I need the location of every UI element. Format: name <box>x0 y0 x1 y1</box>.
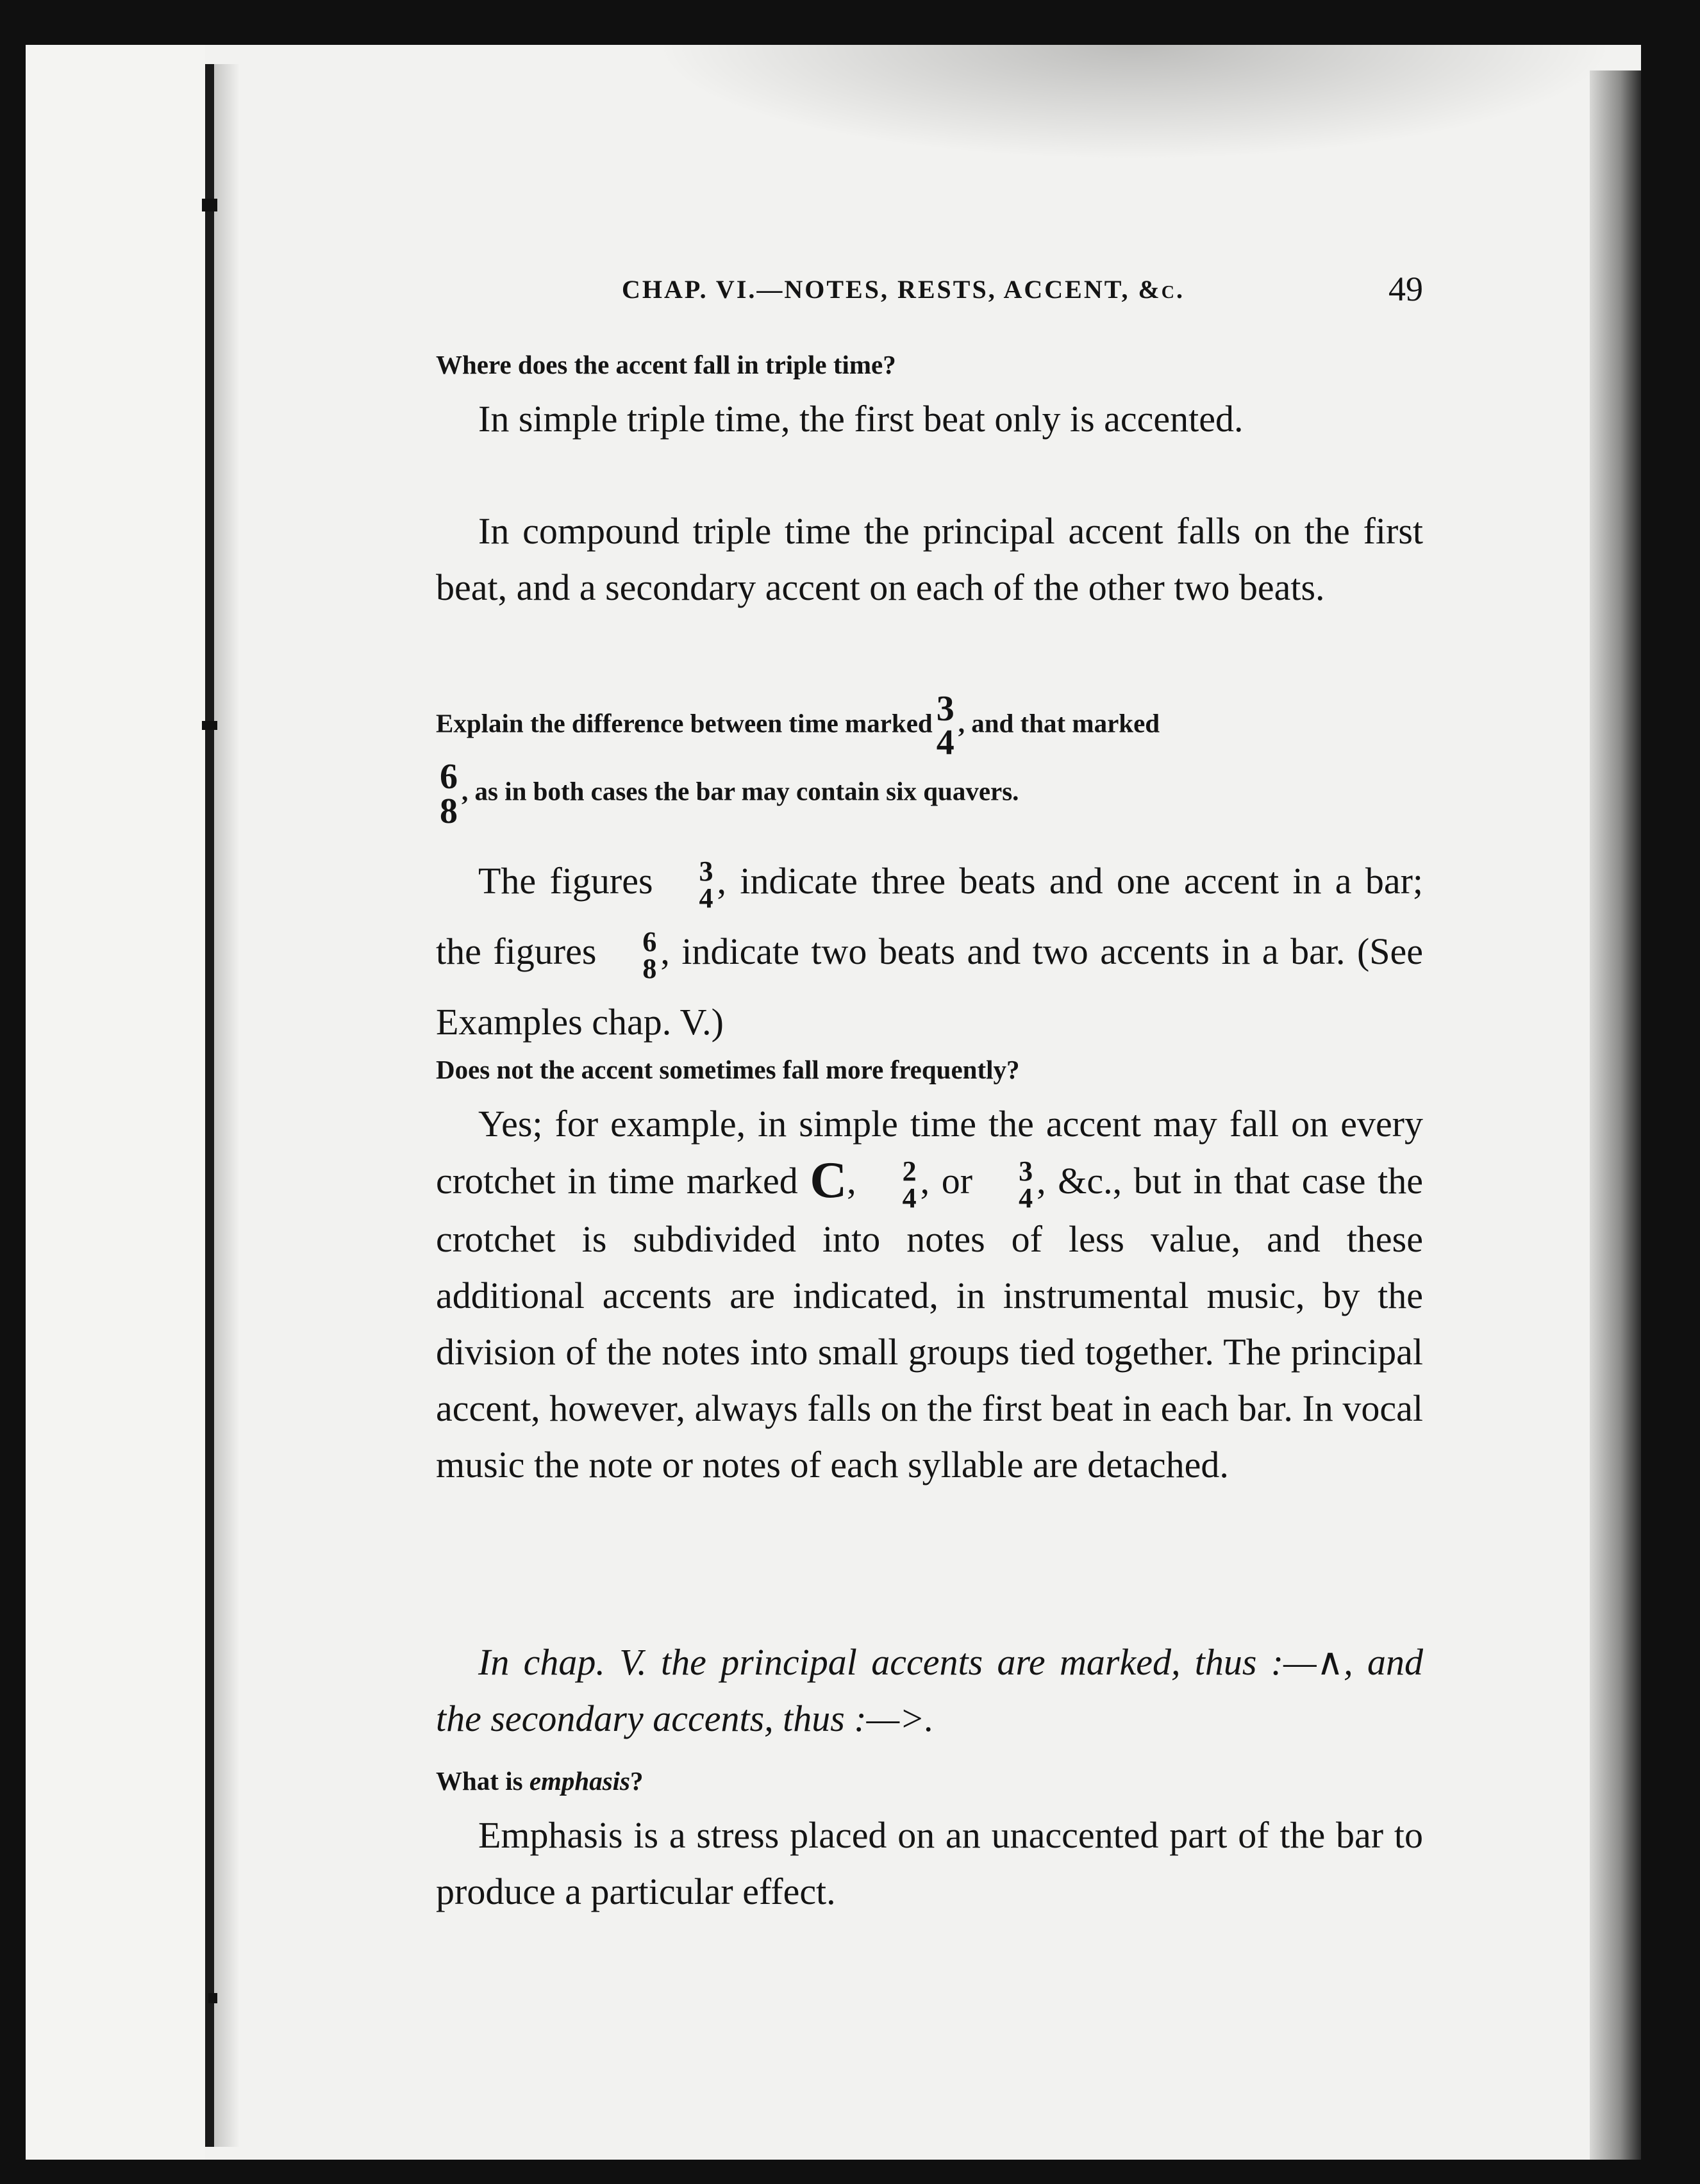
question-mark: ? <box>630 1766 644 1796</box>
binding-mark <box>208 1993 217 2003</box>
gutter-shadow <box>214 64 240 2147</box>
question-text: What is <box>436 1766 523 1796</box>
time-signature-3-4 <box>657 855 713 914</box>
page-stain <box>654 45 1615 160</box>
time-signature-6-8 <box>600 925 657 984</box>
binding-mark <box>202 199 217 211</box>
binding-mark <box>202 721 217 730</box>
fraction-denominator: 4 <box>902 1182 917 1214</box>
question-text: , as in both cases the bar may contain six quavers. <box>462 776 1019 806</box>
question-text: Explain the difference between time marked <box>436 708 933 738</box>
time-signature-3-4 <box>976 1155 1033 1214</box>
time-signature-3-4 <box>936 689 954 763</box>
fraction-denominator: 4 <box>1019 1182 1033 1214</box>
answer-paragraph: In compound triple time the principal accent falls on the first beat, and a secondary accent on each of the other two beats. <box>436 510 1423 608</box>
answer-paragraph: Emphasis is a stress placed on an unaccented part of the bar to produce a particular effect. <box>436 1814 1423 1912</box>
time-signature-2-4 <box>860 1155 917 1214</box>
common-time-symbol: C <box>810 1152 847 1209</box>
page-edge <box>1590 70 1641 2160</box>
question-heading <box>436 1766 1423 1796</box>
paragraph-text: The figures <box>478 860 653 902</box>
paragraph-text: , indicate two beats and two accents in a bar. (See Examples chap. V.) <box>436 931 1423 1043</box>
fraction-denominator: 4 <box>699 882 713 914</box>
fraction-numerator: 6 <box>642 925 657 957</box>
left-page-leaf <box>26 45 205 2160</box>
paragraph-text: , indicate three beats and one accent in a bar; the figures <box>436 860 1423 972</box>
running-title: CHAP. VI.—NOTES, RESTS, ACCENT, &c. <box>622 275 1185 304</box>
paragraph-text: Yes; for example, in simple time the accent may fall on every crotchet in time marked <box>436 1103 1423 1202</box>
paragraph-text: , &c., but in that case the crotchet is subdivided into notes of less value, and these additional accents are indicated, in instrumental music, by the division of the notes into small groups tied together. The principal accent, however, always falls on the first beat in each bar. In vocal music the note or notes of each syllable are detached. <box>436 1160 1424 1486</box>
fraction-denominator: 8 <box>642 952 657 984</box>
fraction-numerator: 2 <box>902 1155 917 1187</box>
page-number: 49 <box>1388 270 1423 308</box>
book-page <box>26 45 1641 2160</box>
fraction-numerator: 3 <box>699 855 713 887</box>
fraction-numerator: 6 <box>440 757 458 797</box>
note-paragraph: In chap. V. the principal accents are marked, thus :—∧, and the secondary accents, thus :—>. <box>436 1641 1423 1739</box>
answer-paragraph: In simple triple time, the first beat only is accented. <box>478 398 1244 440</box>
fraction-numerator: 3 <box>936 689 954 729</box>
fraction-numerator: 3 <box>1019 1155 1033 1187</box>
paragraph-text: , or <box>920 1160 973 1202</box>
question-heading: Where does the accent fall in triple time? <box>436 350 896 379</box>
answer-paragraph <box>436 846 1423 1057</box>
answer-paragraph: Yes; for example, in simple time the accent may fall on every crotchet in time marked C, 2 4 , or 3 4 , &c., but in that case the crotchet is subdivided into notes of less value, and these additional accents are indicated, in instrumental music, by the division of the notes into small groups tied together. The principal accent, however, always falls on the first beat in each bar. In vocal music the note or notes of each syllable are detached. <box>436 1103 1424 1486</box>
running-head <box>436 269 1423 320</box>
time-signature-6-8 <box>440 757 458 831</box>
question-text: , and that marked <box>958 708 1160 738</box>
book-gutter <box>205 64 214 2147</box>
emphasis-word: emphasis <box>529 1766 631 1796</box>
question-heading <box>436 689 1423 831</box>
fraction-denominator: 8 <box>440 791 458 831</box>
question-heading: Does not the accent sometimes fall more frequently? <box>436 1055 1020 1084</box>
fraction-denominator: 4 <box>936 723 954 763</box>
